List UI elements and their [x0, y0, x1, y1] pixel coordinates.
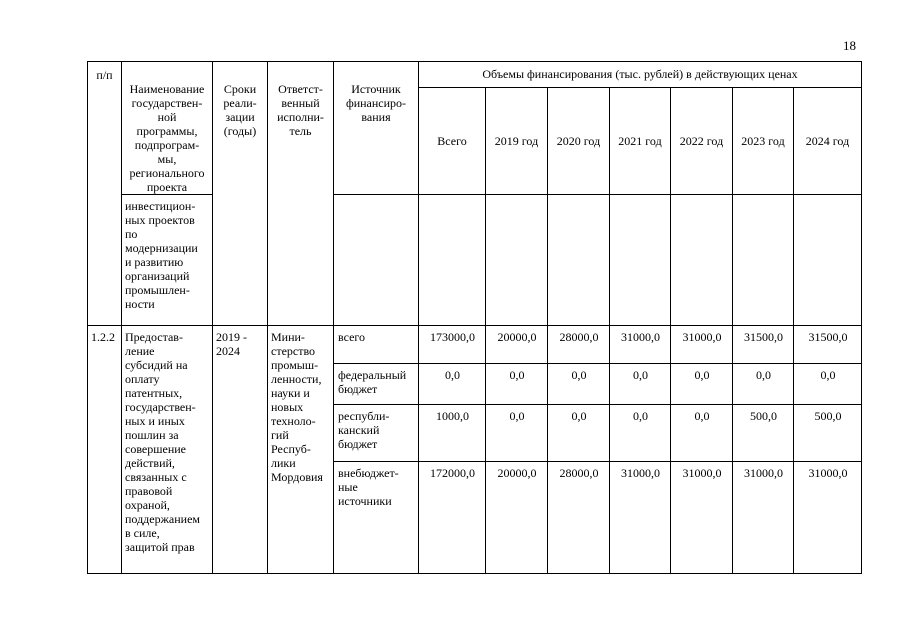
item-number: 1.2.2	[88, 326, 122, 574]
header-year-2020: 2020 год	[548, 87, 610, 194]
value-cell: 0,0	[548, 364, 610, 405]
value-cell: 0,0	[671, 405, 733, 462]
source-label: внебюджет- ные источники	[334, 462, 419, 574]
value-cell: 500,0	[733, 405, 794, 462]
header-funding	[419, 62, 862, 88]
header-executor	[268, 62, 334, 326]
header-year-2023: 2023 год	[733, 87, 794, 194]
blank-cell	[794, 195, 862, 326]
source-label: всего	[334, 326, 419, 364]
blank-cell	[486, 195, 548, 326]
value-cell: 28000,0	[548, 462, 610, 574]
header-year-2022: 2022 год	[671, 87, 733, 194]
continuation-name: инвестицион- ных проектов по модернизации и развитию организаций промышлен- ности	[122, 195, 213, 326]
value-cell: 0,0	[794, 364, 862, 405]
budget-table	[87, 61, 862, 574]
value-cell: 0,0	[419, 364, 486, 405]
blank-cell	[548, 195, 610, 326]
blank-cell	[733, 195, 794, 326]
value-cell: 172000,0	[419, 462, 486, 574]
value-cell: 0,0	[486, 364, 548, 405]
value-cell: 0,0	[733, 364, 794, 405]
blank-cell	[610, 195, 671, 326]
value-cell: 20000,0	[486, 326, 548, 364]
value-cell: 0,0	[486, 405, 548, 462]
continuation-row	[88, 195, 862, 326]
blank-cell	[419, 195, 486, 326]
header-terms	[213, 62, 268, 326]
header-name-label: Наименование государствен- ной программы, подпрограм- мы, регионального проекта	[129, 82, 205, 194]
value-cell: 0,0	[610, 405, 671, 462]
header-year-2021: 2021 год	[610, 87, 671, 194]
item-executor: Мини- стерство промыш- ленности, науки и новых техноло- гий Респуб- лики Мордовия	[268, 326, 334, 574]
value-cell: 173000,0	[419, 326, 486, 364]
item-terms: 2019 - 2024	[213, 326, 268, 574]
header-name	[122, 62, 213, 195]
header-year-2024: 2024 год	[794, 87, 862, 194]
header-year-total: Всего	[419, 87, 486, 194]
value-cell: 31000,0	[671, 462, 733, 574]
source-label: федеральный бюджет	[334, 364, 419, 405]
value-cell: 28000,0	[548, 326, 610, 364]
value-cell: 20000,0	[486, 462, 548, 574]
header-num	[88, 62, 122, 326]
value-cell: 31000,0	[610, 462, 671, 574]
value-cell: 31000,0	[794, 462, 862, 574]
value-cell: 0,0	[671, 364, 733, 405]
value-cell: 31500,0	[733, 326, 794, 364]
header-num-label: п/п	[96, 68, 113, 82]
header-source-label: Источник финансиро- вания	[345, 82, 407, 124]
table-row	[88, 326, 862, 364]
value-cell: 31000,0	[733, 462, 794, 574]
item-name: Предостав- ление субсидий на оплату патентных, государствен- ных и иных пошлин за совершение действий, связанных с правовой охраной, поддержанием в силе, защитой прав	[122, 326, 213, 574]
value-cell: 31000,0	[671, 326, 733, 364]
page-number: 18	[843, 38, 856, 53]
value-cell: 0,0	[610, 364, 671, 405]
header-funding-label: Объемы финансирования (тыс. рублей) в действующих ценах	[482, 67, 798, 82]
blank-cell	[671, 195, 733, 326]
header-source	[334, 62, 419, 195]
header-executor-label: Ответст- венный исполни- тель	[277, 82, 324, 138]
blank-cell	[334, 195, 419, 326]
value-cell: 31000,0	[610, 326, 671, 364]
header-year-2019: 2019 год	[486, 87, 548, 194]
header-terms-label: Сроки реали- зации (годы)	[223, 82, 257, 138]
source-label: республи- канский бюджет	[334, 405, 419, 462]
value-cell: 0,0	[548, 405, 610, 462]
value-cell: 1000,0	[419, 405, 486, 462]
value-cell: 500,0	[794, 405, 862, 462]
value-cell: 31500,0	[794, 326, 862, 364]
header-row-top	[88, 62, 862, 88]
